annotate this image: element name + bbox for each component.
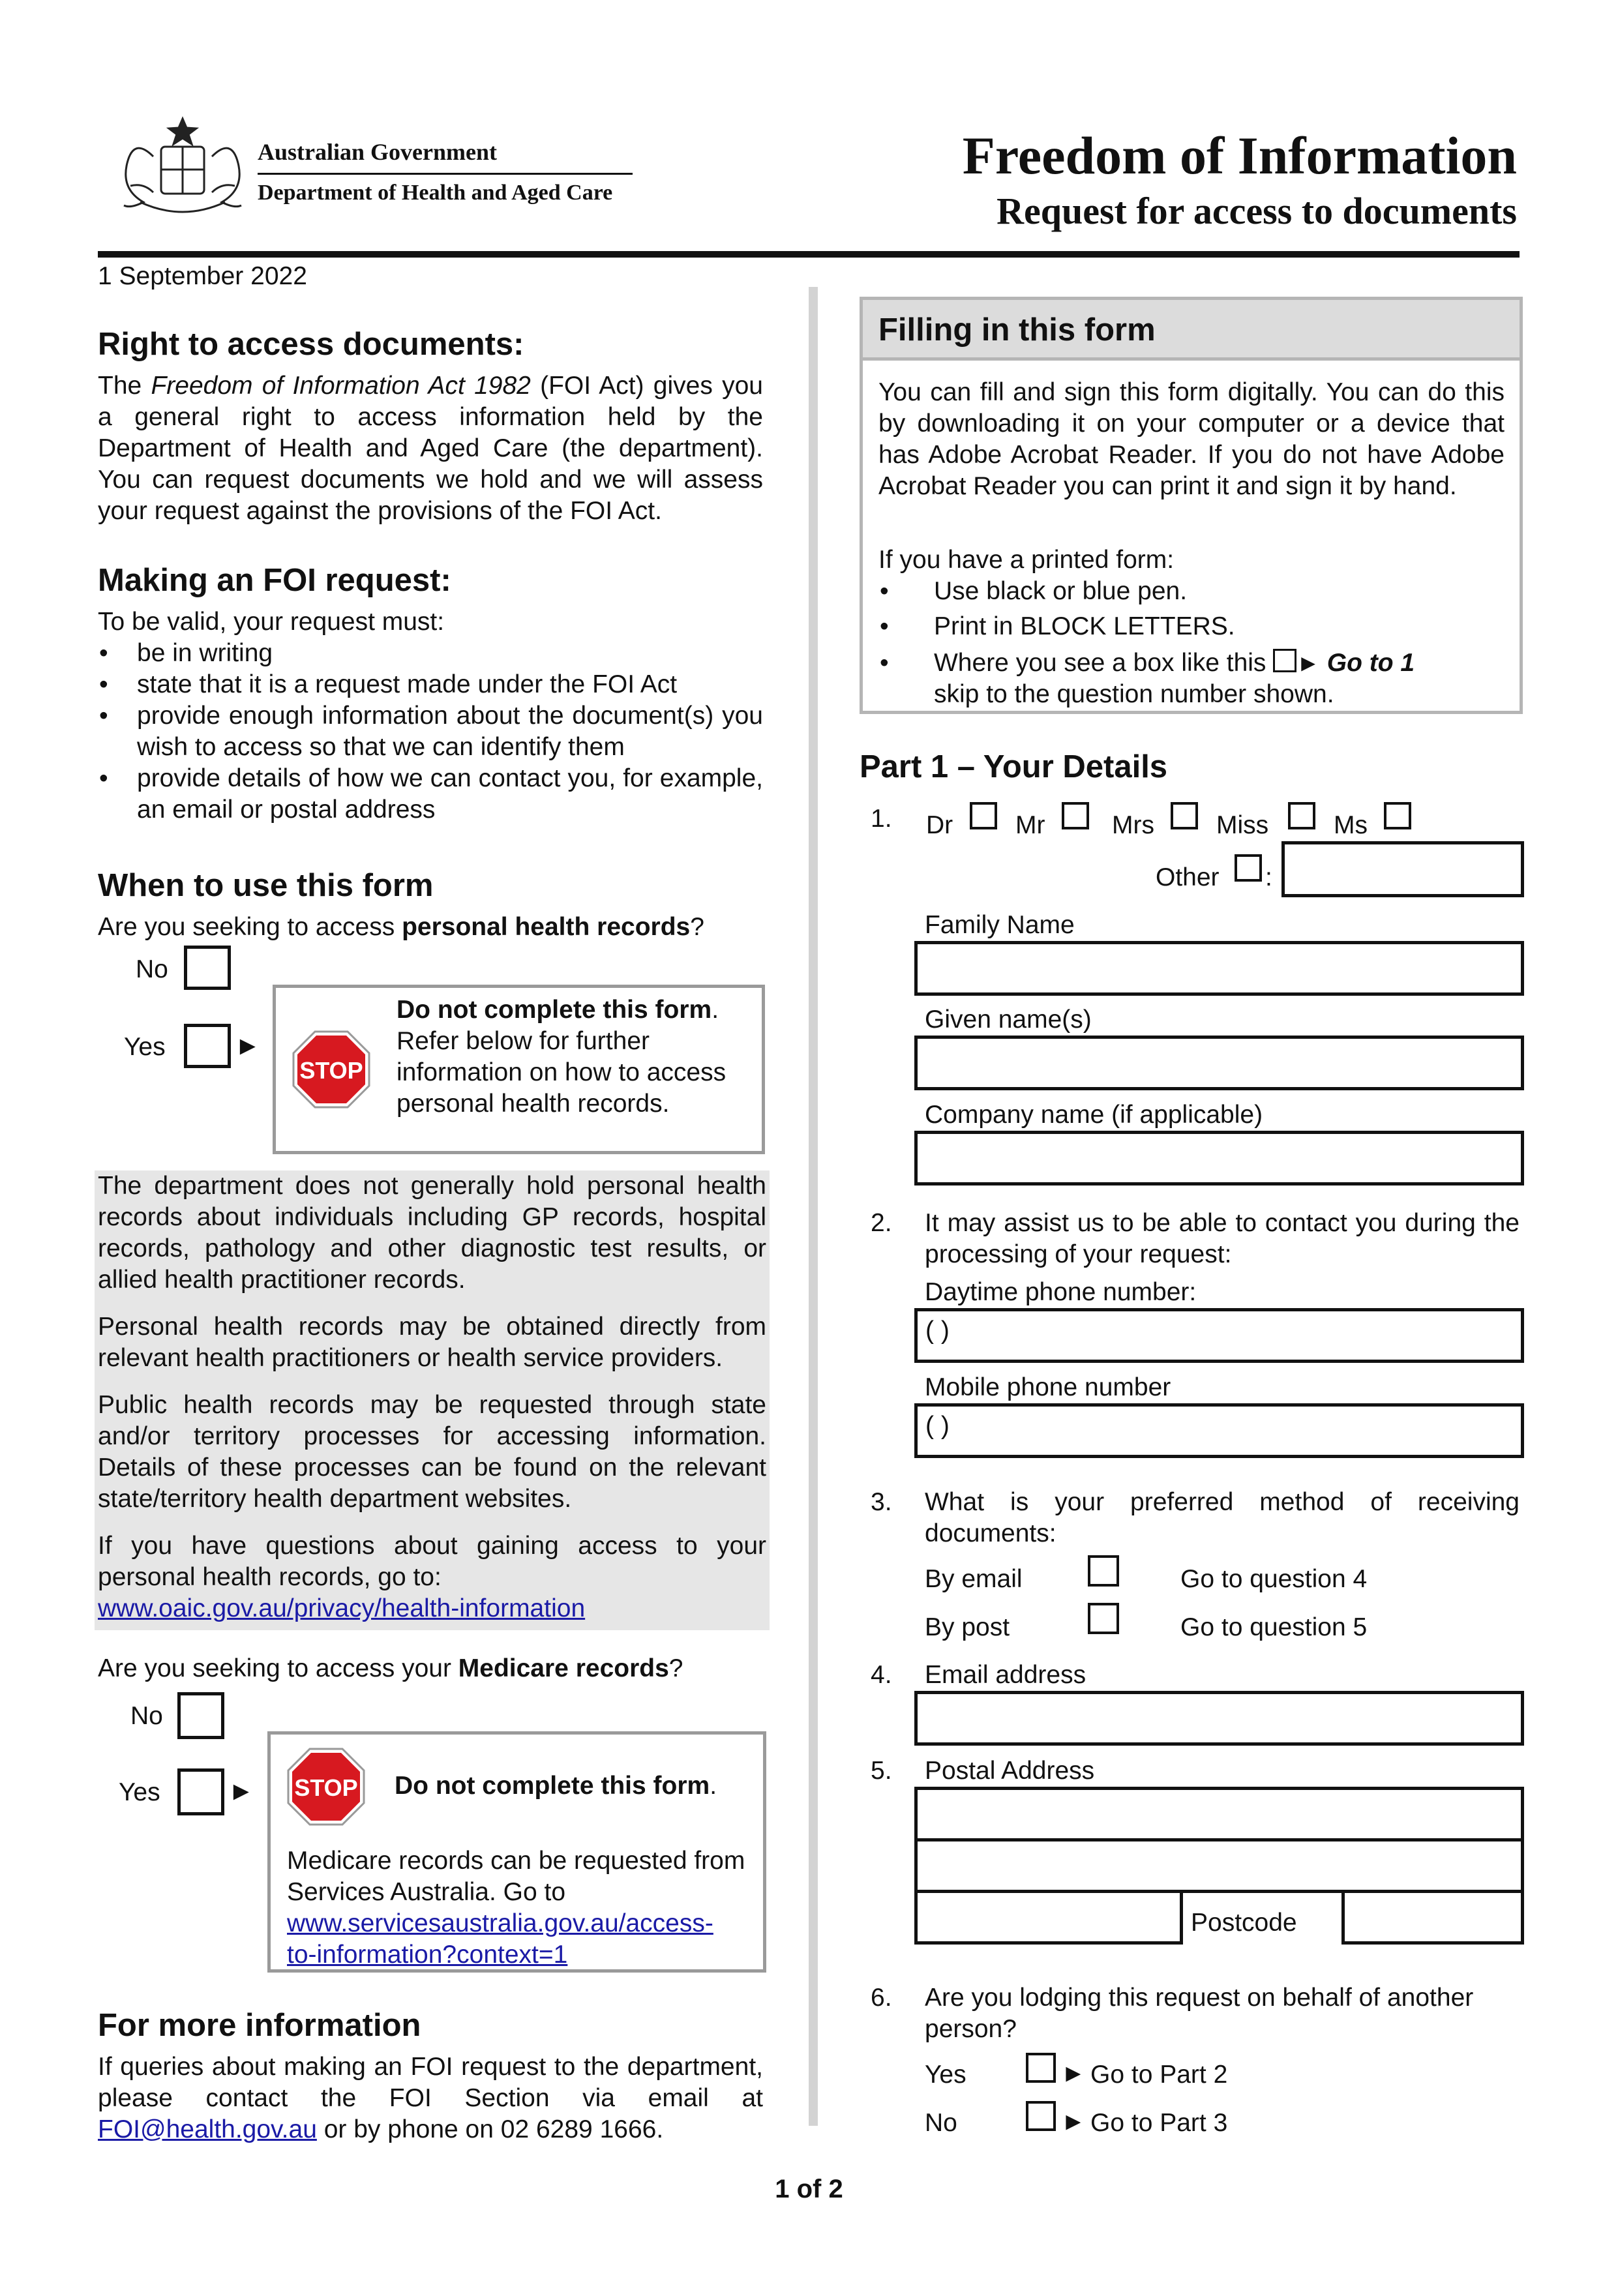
medicare-yes-checkbox[interactable]: [177, 1768, 224, 1815]
postcode-field[interactable]: [1341, 1890, 1524, 1945]
title-dr-checkbox[interactable]: [970, 802, 997, 829]
q3-number: 3.: [871, 1488, 892, 1516]
given-name-field[interactable]: [914, 1036, 1524, 1090]
grey-paragraph-4: If you have questions about gaining access to your personal health records, go to:: [98, 1532, 766, 1591]
email-address-label: Email address: [925, 1661, 1086, 1689]
list-item: • Use black or blue pen.: [878, 576, 1505, 607]
filling-in-header: [863, 300, 1520, 361]
page-title: Freedom of Information: [962, 126, 1517, 185]
by-email-label: By email: [925, 1565, 1023, 1593]
health-no-checkbox[interactable]: [184, 946, 231, 990]
checkbox-example-icon: [1273, 649, 1296, 672]
stop-box-medicare: [267, 1731, 766, 1973]
behalf-yes-checkbox[interactable]: [1026, 2053, 1056, 2083]
grey-paragraph-3: Public health records may be requested through state and/or territory processes for accessing information. Details of these processes can be found on the relevant state/territory health department websites.: [98, 1391, 766, 1513]
printed-form-intro: If you have a printed form:: [878, 546, 1175, 574]
company-name-label: Company name (if applicable): [925, 1101, 1263, 1129]
q1-number: 1.: [871, 805, 892, 833]
page-subtitle: Request for access to documents: [996, 190, 1517, 232]
title-ms-checkbox[interactable]: [1384, 802, 1411, 829]
stop-box-health: [273, 985, 765, 1154]
given-name-label: Given name(s): [925, 1006, 1092, 1034]
arrow-right-icon: ►: [235, 1032, 261, 1060]
behalf-yes-label: Yes: [925, 2061, 966, 2089]
oaic-link[interactable]: www.oaic.gov.au/privacy/health-information: [98, 1594, 586, 1622]
printed-form-list: [878, 576, 1505, 710]
email-address-field[interactable]: [914, 1691, 1524, 1746]
postal-address-label: Postal Address: [925, 1757, 1095, 1785]
services-australia-link[interactable]: www.servicesaustralia.gov.au/access- to-information?context=1: [287, 1909, 713, 1969]
postal-address-line-3[interactable]: [914, 1890, 1183, 1945]
goto-q5-label: Go to question 5: [1180, 1613, 1368, 1641]
title-miss-label: Miss: [1216, 811, 1269, 839]
goto-q4-label: Go to question 4: [1180, 1565, 1368, 1593]
title-other-checkbox[interactable]: [1235, 854, 1262, 882]
title-other-field[interactable]: [1281, 841, 1524, 897]
list-item: • be in writing: [98, 638, 763, 669]
title-mrs-label: Mrs: [1112, 811, 1154, 839]
health-yes-label: Yes: [124, 1033, 166, 1061]
when-to-use-heading: When to use this form: [98, 868, 434, 903]
list-item: • Print in BLOCK LETTERS.: [878, 611, 1505, 642]
q4-number: 4.: [871, 1661, 892, 1689]
medicare-yes-label: Yes: [119, 1778, 160, 1806]
filling-in-paragraph: You can fill and sign this form digitally. You can do this by downloading it on your computer or a device that has Adobe Acrobat Reader. If you do not have Adobe Acrobat Reader you can print it and sign it by hand.: [878, 378, 1505, 500]
logo-divider: [258, 173, 633, 175]
gov-name: Australian Government: [258, 139, 497, 165]
title-mrs-checkbox[interactable]: [1171, 802, 1198, 829]
title-mr-label: Mr: [1015, 811, 1045, 839]
title-ms-label: Ms: [1334, 811, 1368, 839]
list-item: • provide details of how we can contact you, for example, an email or postal address: [98, 763, 763, 826]
page-number: 1 of 2: [775, 2175, 843, 2203]
postcode-label: Postcode: [1191, 1909, 1297, 1937]
coat-of-arms-logo: [114, 111, 251, 222]
q6-number: 6.: [871, 1984, 892, 2012]
more-info-heading: For more information: [98, 2008, 421, 2043]
part1-heading: Part 1 – Your Details: [860, 749, 1168, 784]
q6-text: Are you lodging this request on behalf of another person?: [925, 1984, 1474, 2043]
stop-message-health: Do not complete this form. Refer below for further information on how to access personal health records.: [397, 996, 727, 1118]
right-to-access-paragraph: The Freedom of Information Act 1982 (FOI Act) gives you a general right to access information held by the Department of Health and Aged Care (the department). You can request documents we hold and we will assess your request against the provisions of the FOI Act.: [98, 372, 763, 525]
postal-address-line-1[interactable]: [914, 1787, 1524, 1841]
stop-sign-icon: [292, 1030, 370, 1109]
stop-sign-icon: [287, 1748, 365, 1826]
filling-in-box: [860, 297, 1523, 714]
goto-part2-label: Go to Part 2: [1090, 2061, 1228, 2089]
health-records-question: Are you seeking to access personal health records?: [98, 913, 704, 941]
column-divider: [809, 287, 818, 2126]
making-request-intro: To be valid, your request must:: [98, 608, 445, 636]
right-to-access-heading: Right to access documents:: [98, 327, 524, 362]
title-mr-checkbox[interactable]: [1062, 802, 1089, 829]
medicare-info: Medicare records can be requested from Services Australia. Go to: [287, 1847, 745, 1906]
by-post-label: By post: [925, 1613, 1010, 1641]
mobile-phone-field[interactable]: ( ): [914, 1403, 1524, 1458]
goto-part3-label: Go to Part 3: [1090, 2109, 1228, 2137]
by-post-checkbox[interactable]: [1088, 1603, 1119, 1634]
by-email-checkbox[interactable]: [1088, 1555, 1119, 1587]
arrow-right-icon: ►: [1061, 2060, 1086, 2087]
making-request-list: [98, 638, 763, 826]
company-name-field[interactable]: [914, 1131, 1524, 1185]
q5-number: 5.: [871, 1757, 892, 1785]
family-name-label: Family Name: [925, 911, 1075, 939]
arrow-right-icon: ►: [228, 1777, 254, 1806]
dept-name: Department of Health and Aged Care: [258, 181, 613, 205]
medicare-no-label: No: [130, 1702, 163, 1730]
list-item: • state that it is a request made under the FOI Act: [98, 669, 763, 700]
behalf-no-label: No: [925, 2109, 957, 2137]
grey-paragraph-1: The department does not generally hold personal health records about individuals including GP records, hospital records, pathology and other diagnostic test results, or allied health practitioner records.: [98, 1172, 766, 1294]
q2-number: 2.: [871, 1209, 892, 1237]
title-dr-label: Dr: [926, 811, 953, 839]
foi-email-link[interactable]: FOI@health.gov.au: [98, 2115, 317, 2143]
svg-text:STOP: STOP: [294, 1774, 358, 1801]
medicare-question: Are you seeking to access your Medicare records?: [98, 1654, 683, 1682]
daytime-phone-label: Daytime phone number:: [925, 1278, 1197, 1306]
making-request-heading: Making an FOI request:: [98, 563, 451, 598]
arrow-right-icon: ►: [1061, 2108, 1086, 2136]
family-name-field[interactable]: [914, 941, 1524, 996]
q3-text: What is your preferred method of receiving documents:: [925, 1488, 1520, 1547]
header-rule: [98, 251, 1520, 258]
medicare-no-checkbox[interactable]: [177, 1692, 224, 1739]
health-yes-checkbox[interactable]: [184, 1024, 231, 1068]
list-item: • Where you see a box like this ► Go to 1 skip to the question number shown.: [878, 648, 1505, 710]
title-miss-checkbox[interactable]: [1288, 802, 1315, 829]
list-item: • provide enough information about the document(s) you wish to access so that we can identify them: [98, 700, 763, 763]
daytime-phone-field[interactable]: ( ): [914, 1308, 1524, 1363]
issue-date: 1 September 2022: [98, 262, 307, 290]
behalf-no-checkbox[interactable]: [1026, 2101, 1056, 2131]
health-no-label: No: [136, 955, 168, 983]
title-other-label: Other: [1156, 863, 1220, 891]
svg-text:STOP: STOP: [299, 1057, 363, 1084]
stop-message-medicare: Do not complete this form.: [395, 1772, 717, 1800]
mobile-phone-label: Mobile phone number: [925, 1373, 1171, 1401]
q2-text: It may assist us to be able to contact you during the processing of your request:: [925, 1209, 1520, 1268]
more-info-paragraph: If queries about making an FOI request to the department, please contact the FOI Section via email at FOI@health.gov.au or by phone on 02 6289 1666.: [98, 2053, 763, 2143]
grey-info-panel: [95, 1170, 770, 1630]
postal-address-line-2[interactable]: [914, 1838, 1524, 1893]
colon: :: [1265, 863, 1272, 891]
grey-paragraph-2: Personal health records may be obtained directly from relevant health practitioners or health service providers.: [98, 1313, 766, 1372]
filling-in-heading: Filling in this form: [878, 312, 1156, 348]
